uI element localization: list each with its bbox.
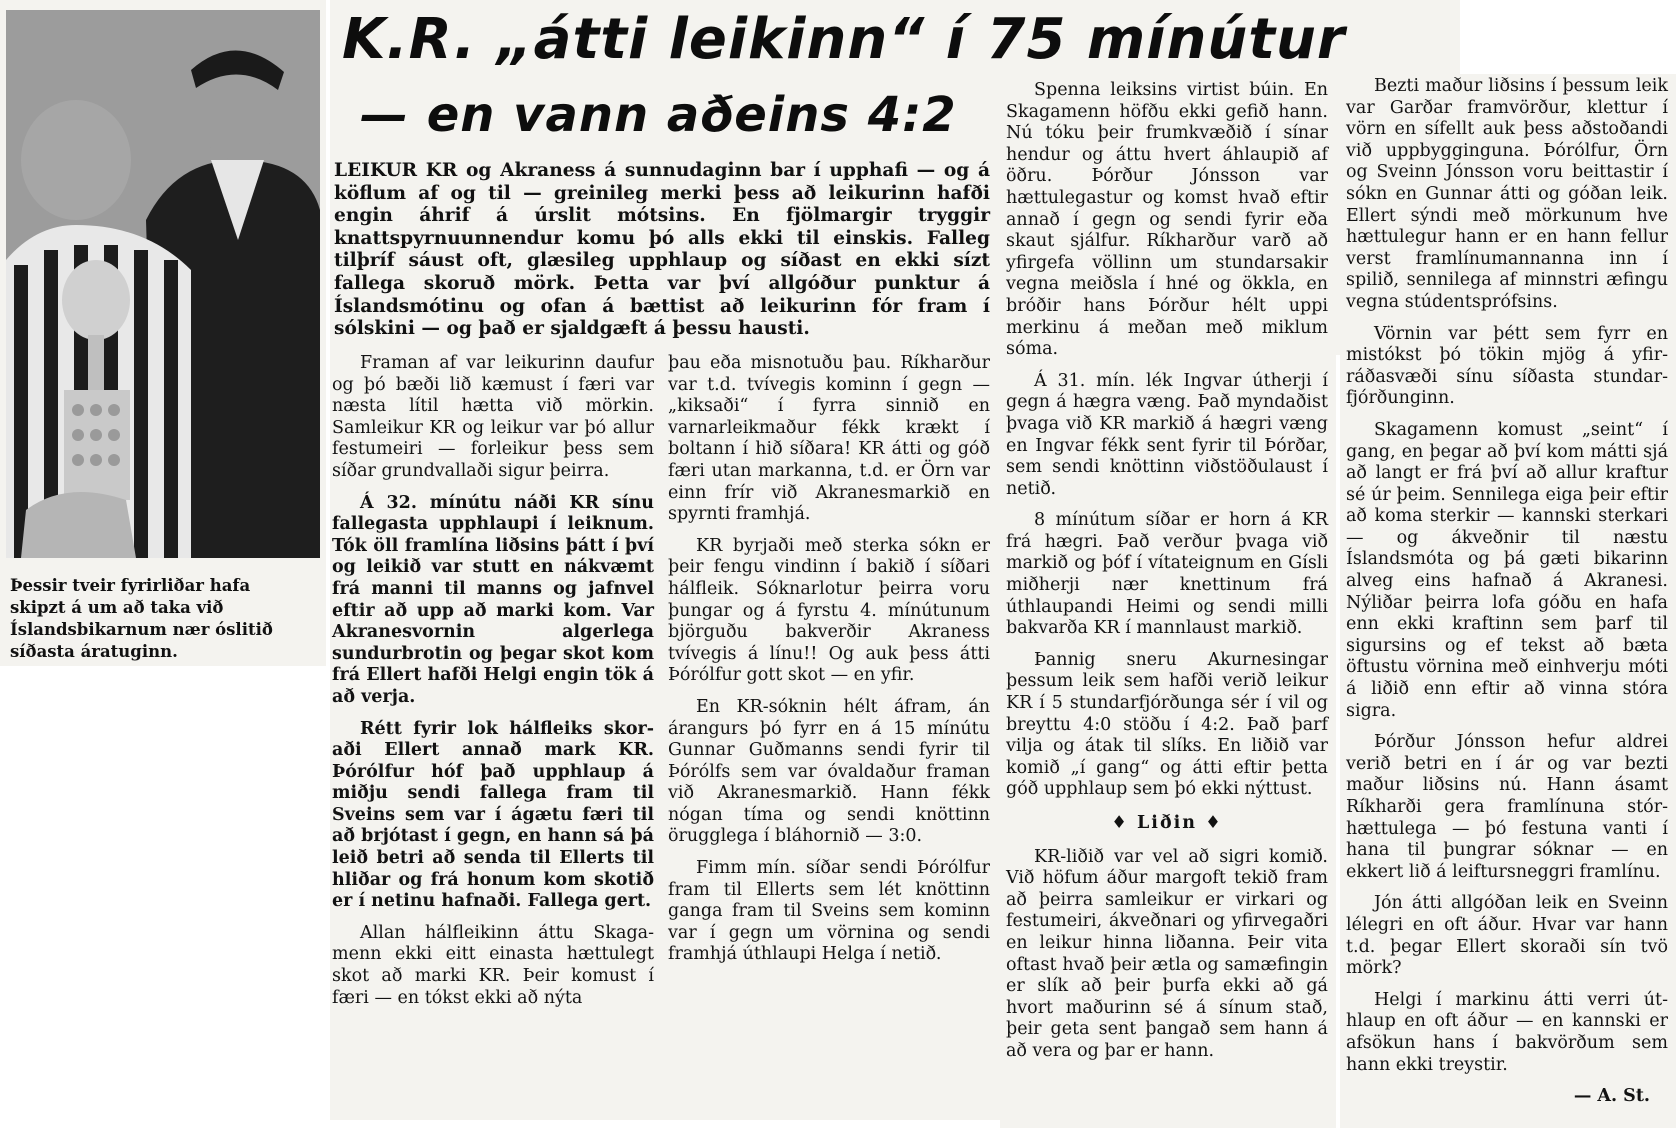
col2-paragraph: KR byrjaði með sterka sókn er þeir fengu vindinn í bakið í síðari hálfleik. Sóknarlotur þeirra voru þungar og á fyrstu 4. mínútunum björguðu bakverðir Akraness tvívegis á línu!! Og auk þess átti Þórólfur gott skot — en yfir. [668,535,990,686]
headline-line1: K.R. „átti leikinn“ í 75 mínútur [342,7,1346,72]
col3-paragraph: 8 mínútum síðar er horn á KR frá hægri. Það verður þvaga við markið og þóf í vítateignum en Gísli miðherji nær knettinum frá úthlaupandi Heimi og sendi milli bakvarða KR í mannlaust markið. [1006,510,1328,639]
lead-text: LEIKUR KR og Akraness á sunnudaginn bar í upphafi — og á köflum af og til — greinileg merki þess að leikurinn hafði engin áhrif á úrslit mótsins. En fjölmargir tryggir knattspyrnuunnendur komu þó alls ekki til einskis. Falleg tilþríf sáust oft, glæsileg upphlaup og síðast en ekki sízt fallega skoruð mörk. Þetta var því allgóður punktur á Íslandsmótinu og ofan á bættist að leikurinn fór fram í sólskini — og það er sjaldgæft á þessu hausti. [334,160,990,340]
col4-paragraph: Jón átti allgóðan leik en Sveinn lélegri en oft áður. Hvar var hann t.d. þegar Ellert skoraði sín tvö mörk? [1346,893,1668,979]
col4-paragraph: Helgi í markinu átti verri úthlaup en oft áður — en kannski er afsökun hans í bakvörðum sem hann ekki treystir. [1346,989,1668,1075]
column-4 [1346,76,1668,1108]
column-2 [668,353,990,966]
col4-paragraph: Skagamenn komust „seint“ í gang, en þegar að því kom mátti sjá að langt er frá því að allur kraftur sé úr þeim. Sennilega eiga þeir eftir að koma sterkir — kannski sterkari — og ákveðnir til næstu Íslandsmóta og þá gæti bikarinn alveg eins hafnað á Akranesi. Nýliðar þeirra lofa góðu en hafa enn ekki kraftinn sem þarf til sigursins og ef tekst að bæta öftustu vörnina með einhverju móti á liðið enn eftir að vinna stóra sigra. [1346,419,1668,721]
col4-paragraph: Vörnin var þétt sem fyrr en mistókst þó tökin mjög á yfirráðasvæði sínu síðasta stundarfjórðunginn. [1346,323,1668,409]
col3-subhead: ♦ Liðin ♦ [1111,813,1223,833]
col2-paragraph: En KR-sóknin hélt áfram, án árangurs þó fyrr en á 15 mínútu Gunnar Guðmanns sendi fyrir til Þórólfs sem var óvaldaður framan við Akranesmarkið. Hann fékk nógan tíma og sendi knöttinn örugglega í bláhornið — 3:0. [668,696,990,847]
col3-paragraph: Á 31. mín. lék Ingvar útherji í gegn á hægra væng. Það myndaðist þvaga við KR markið á hægri væng en Ingvar fékk sent fyrir til Þórðar, sem sendi knöttinn viðstöðulaust í netið. [1006,370,1328,499]
col1-paragraph: Rétt fyrir lok hálfleiks skoraði Ellert annað mark KR. Þórólfur hóf það upphlaup á miðju sendi fallega fram til Sveins sem var í ágætu færi til að brjótast í gegn, en hann sá þá leið betri að senda til Ellerts til hliðar og frá honum kom skotið er í netinu hafnaði. Fallega gert. [332,718,654,912]
col4-paragraph: Bezti maður liðsins í þessum leik var Garðar framvörður, klettur í vörn en sífellt auk þess aðstoðandi við uppbygginguna. Þórólfur, Örn og Sveinn Jónsson voru beittastir í sókn en Gunnar átti og góðan leik. Ellert sýndi með mörkunum hve hættulegur hann er en hann fellur verst framlínumannanna inn í spilið, sennilega af minnstri æfingu vegna stúdentsprófsins. [1346,76,1668,312]
lead-paragraph [334,160,990,341]
col1-paragraph: Framan af var leikurinn daufur og þó bæði lið kæmust í færi var næsta lítil hætta við mörkin. Samleikur KR og leikur var þó allur festumeiri — forleikur þess sem síðar grundvallaði sigur þeirra. [332,353,654,481]
col1-paragraph: Á 32. mínútu náði KR sínu fallegasta upphlaupi í leiknum. Tók öll framlína liðsins þátt í því og leikið var stutt en nákvæmt frá manni til manns og jafnvel eftir að upp að marki kom. Var Akranesvornin algerlega sundurbrotin og þegar skot kom frá Ellert hafði Helgi engin tök á að verja. [332,492,654,707]
col2-paragraph: Fimm mín. síðar sendi Þórólfur fram til Ellerts sem lét knöttinn ganga fram til Sveins sem kominn var í gegn um vörnina og sendi framhjá úthlaupi Helga í netið. [668,858,990,965]
headline-line2: — en vann aðeins 4:2 [360,87,957,143]
col4-paragraph: Þórður Jónsson hefur aldrei verið betri en í ár og var bezti maður liðsins nú. Hann ásamt Ríkharði gera framlínuna stórhættulega — þó festuna vanti í hana til þungrar sóknar — en ekkert lið á leiftursneggri framlínu. [1346,732,1668,882]
column-1 [332,353,654,1009]
col2-paragraph: þau eða misnotuðu þau. Ríkharður var t.d. tvívegis kominn í gegn — „kiksaði“ í fyrra sinnið en varnarleikmaður fékk krækt í boltann í hið síðara! KR átti og góð færi utan markanna, t.d. er Örn var einn frír við Akranesmarkið en spyrnti framhjá. [668,353,990,525]
col1-paragraph: Allan hálfleikinn áttu Skagamenn ekki eitt einasta hættulegt skot að marki KR. Þeir komust í færi — en tókst ekki að nýta [332,922,654,1008]
col3-paragraph: Spenna leiksins virtist búin. En Skagamenn höfðu ekki gefið hann. Nú tóku þeir frumkvæðið í sínar hendur og áttu hvert áhlaupið af öðru. Þórður Jónsson var hættulegastur og komst hvað eftir annað í gegn og sendi fyrir eða skaut sjálfur. Ríkharður varð að yfirgefa völlinn um stundarsakir vegna meiðsla í hné og ökkla, en bróðir hans Þórður hélt uppi merkinu á meðan með miklum sóma. [1006,80,1328,360]
col3-paragraph: KR-liðið var vel að sigri komið. Við höfum áður margoft tekið fram að þeirra samleikur er virkari og festumeiri, ákveðnari og yfirvegaðri en leikur hinna liðanna. Þeir vita oftast hvað þeir ætla og samæfingin er slík að þeir þurfa ekki að gá hvort maðurinn sé á sínum stað, þeir geta sent þangað sem hann á að vera og þar er hann. [1006,846,1328,1061]
signature: — A. St. [1573,1086,1650,1107]
captains-photo [6,10,320,558]
photo-caption: Þessir tveir fyrirliðar hafa skipzt á um að taka við Íslandsbikarnum nær óslitið síðasta áratuginn. [10,576,273,661]
photo-clip [0,0,326,666]
column-3 [1006,80,1328,1063]
col3-paragraph: Þannig sneru Akurnesingar þessum leik sem hafði verið leikur KR í 5 stundarfjórðunga sér í vil og breyttu 4:0 stöðu í 4:2. Það þarf vilja og átak til slíks. En liðið var komið „í gang“ og átti eftir þetta góð upphlaup sem þó ekki nýttust. [1006,649,1328,800]
